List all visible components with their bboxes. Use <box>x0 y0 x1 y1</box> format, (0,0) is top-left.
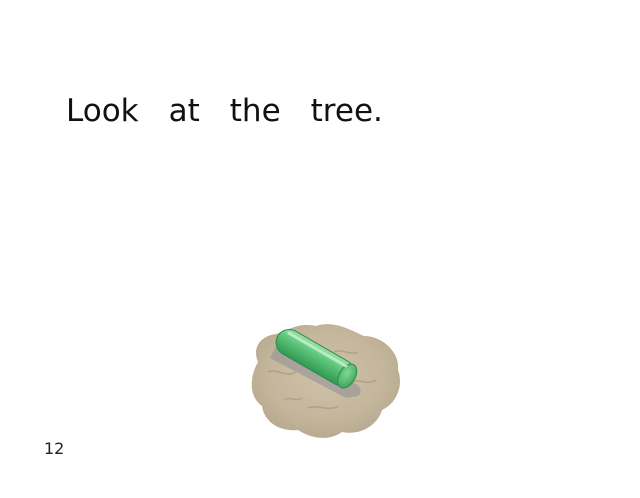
word-at: at <box>168 93 200 129</box>
page-sentence <box>66 93 413 129</box>
word-look: Look <box>66 93 139 129</box>
crayon-illustration <box>238 312 408 444</box>
word-the: the <box>229 93 281 129</box>
word-tree: tree. <box>310 93 383 129</box>
page-number: 12 <box>44 439 65 458</box>
